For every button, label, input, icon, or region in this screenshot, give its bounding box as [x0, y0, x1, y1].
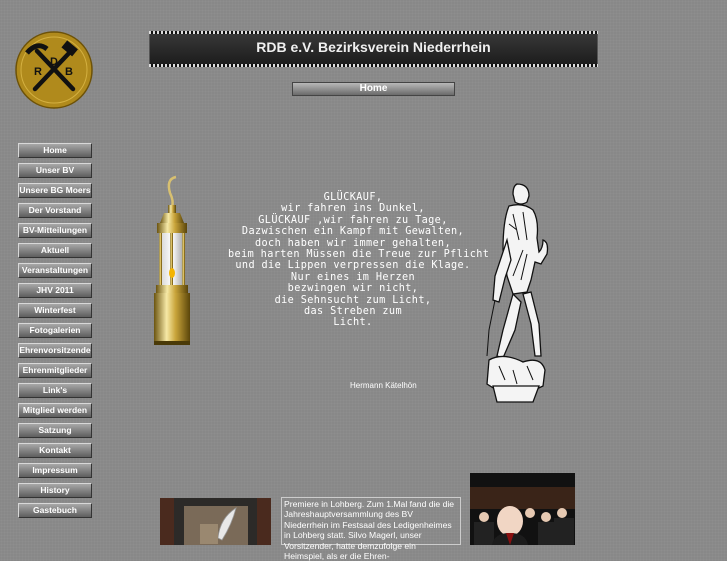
- nav-der-vorstand[interactable]: Der Vorstand: [18, 203, 92, 218]
- nav-kontakt[interactable]: Kontakt: [18, 443, 92, 458]
- nav-history[interactable]: History: [18, 483, 92, 498]
- logo-letter-d: D: [50, 56, 58, 68]
- nav-ehrenvorsitzende[interactable]: Ehrenvorsitzende: [18, 343, 92, 358]
- page-heading: Home: [292, 82, 455, 96]
- nav-bv-mitteilungen[interactable]: BV-Mitteilungen: [18, 223, 92, 238]
- quill-photo[interactable]: [160, 498, 271, 545]
- news-teaser[interactable]: Premiere in Lohberg. Zum 1.Mal fand die die Jahreshauptversammlung des BV Niederrhein im Festsaal des Ledigenheimes in Lohberg statt. Silvo Magerl, unser Vorsitzender, hatte demzufolge ein Heimspiel, als er die Ehren-: [281, 497, 461, 545]
- logo-letter-r: R: [34, 66, 42, 78]
- poem-author: Hermann Kätelhön: [350, 381, 417, 390]
- nav-impressum[interactable]: Impressum: [18, 463, 92, 478]
- nav-links[interactable]: Link's: [18, 383, 92, 398]
- poem-line: GLÜCKAUF,: [323, 192, 383, 203]
- nav-fotogalerien[interactable]: Fotogalerien: [18, 323, 92, 338]
- poem-line: das Streben zum: [303, 306, 402, 318]
- poem-line: beim harten Müssen die Treue zur Pflicht: [228, 249, 490, 261]
- miners-lamp-image: [148, 175, 196, 347]
- poem-line: Dazwischen ein Kampf mit Gewalten,: [241, 226, 465, 238]
- nav-mitglied-werden[interactable]: Mitglied werden: [18, 403, 92, 418]
- poem-line: doch haben wir immer gehalten,: [254, 237, 451, 249]
- poem-line: Nur eines im Herzen: [290, 271, 416, 283]
- nav-ehrenmitglieder[interactable]: Ehrenmitglieder: [18, 363, 92, 378]
- poem-line: Licht.: [333, 317, 373, 329]
- nav-gastebuch[interactable]: Gastebuch: [18, 503, 92, 518]
- jhv-speaker-photo[interactable]: [470, 473, 575, 545]
- nav-unser-bv[interactable]: Unser BV: [18, 163, 92, 178]
- poem: [228, 192, 490, 329]
- miner-statue-image: [483, 180, 549, 404]
- poem-line: wir fahren ins Dunkel,: [281, 203, 425, 215]
- nav-jhv-2011[interactable]: JHV 2011: [18, 283, 92, 298]
- nav-unsere-bg-moers[interactable]: Unsere BG Moers: [18, 183, 92, 198]
- poem-line: die Sehnsucht zum Licht,: [274, 294, 432, 306]
- sidebar-nav: [18, 143, 90, 523]
- poem-line: bezwingen wir nicht,: [287, 283, 419, 295]
- logo-letter-b: B: [65, 66, 73, 78]
- rdb-logo[interactable]: [15, 31, 93, 109]
- nav-winterfest[interactable]: Winterfest: [18, 303, 92, 318]
- site-title: RDB e.V. Bezirksverein Niederrhein: [256, 39, 491, 55]
- nav-aktuell[interactable]: Aktuell: [18, 243, 92, 258]
- poem-line: und die Lippen verpressen die Klage.: [235, 260, 471, 272]
- poem-line: GLÜCKAUF ,wir fahren zu Tage,: [258, 214, 448, 226]
- nav-home[interactable]: Home: [18, 143, 92, 158]
- nav-veranstaltungen[interactable]: Veranstaltungen: [18, 263, 92, 278]
- site-banner: [149, 31, 598, 67]
- nav-satzung[interactable]: Satzung: [18, 423, 92, 438]
